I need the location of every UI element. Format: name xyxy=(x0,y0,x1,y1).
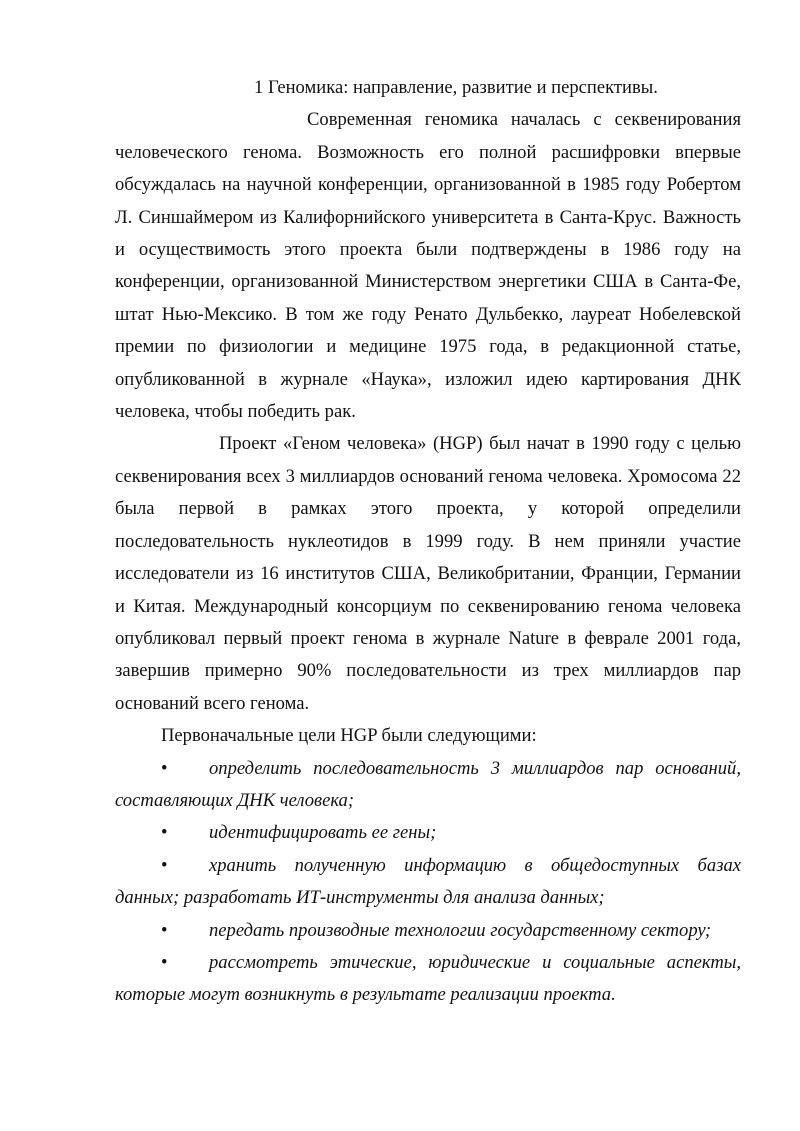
bullet-icon: • xyxy=(161,822,168,844)
bullet-icon: • xyxy=(161,757,168,779)
list-item-text: определить последовательность 3 миллиардов пар оснований, составляющих ДНК человека; xyxy=(115,757,741,811)
page-title: 1 Геномика: направление, развитие и перспективы. xyxy=(254,77,658,98)
list-item xyxy=(115,850,741,915)
list-item xyxy=(115,915,741,947)
list-item-text: идентифицировать ее гены; xyxy=(209,822,437,844)
goals-list xyxy=(115,753,741,1012)
bullet-icon: • xyxy=(161,854,168,876)
bullet-icon: • xyxy=(161,951,168,973)
bullet-icon: • xyxy=(161,919,168,941)
list-item xyxy=(115,817,741,849)
list-item-text: передать производные технологии государственному сектору; xyxy=(209,919,712,941)
paragraph-goals-intro: Первоначальные цели HGP были следующими: xyxy=(161,725,537,747)
list-item xyxy=(115,947,741,1012)
list-item-text: рассмотреть этические, юридические и социальные аспекты, которые могут возникнуть в результате реализации проекта. xyxy=(115,951,741,1006)
list-item-text: хранить полученную информацию в общедоступных базах данных; разработать ИТ-инструменты для анализа данных; xyxy=(115,854,741,909)
document-page xyxy=(115,72,741,1012)
list-item xyxy=(115,753,741,818)
paragraph-genomics-history: Современная геномика началась с секвенирования человеческого генома. Возможность его полной расшифровки впервые обсуждалась на научной конференции, организованной в 1985 году Робертом Л. Синшаймером из Калифорнийского университета в Санта-Крус. Важность и осуществимость этого проекта были подтверждены в 1986 году на конференции, организованной Министерством энергетики США в Санта-Фе, штат Нью-Мексико. В том же году Ренато Дульбекко, лауреат Нобелевской премии по физиологии и медицине 1975 года, в редакционной статье, опубликованной в журнале «Наука», изложил идею картирования ДНК человека, чтобы победить рак. xyxy=(115,109,741,423)
paragraph-hgp: Проект «Геном человека» (HGP) был начат в 1990 году с целью секвенирования всех 3 миллиардов оснований генома человека. Хромосома 22 была первой в рамках этого проекта, у которой определили последовательность нуклеотидов в 1999 году. В нем приняли участие исследователи из 16 институтов США, Великобритании, Франции, Германии и Китая. Международный консорциум по секвенированию генома человека опубликовал первый проект генома в журнале Nature в феврале 2001 года, завершив примерно 90% последовательности из трех миллиардов пар оснований всего генома. xyxy=(115,433,741,714)
